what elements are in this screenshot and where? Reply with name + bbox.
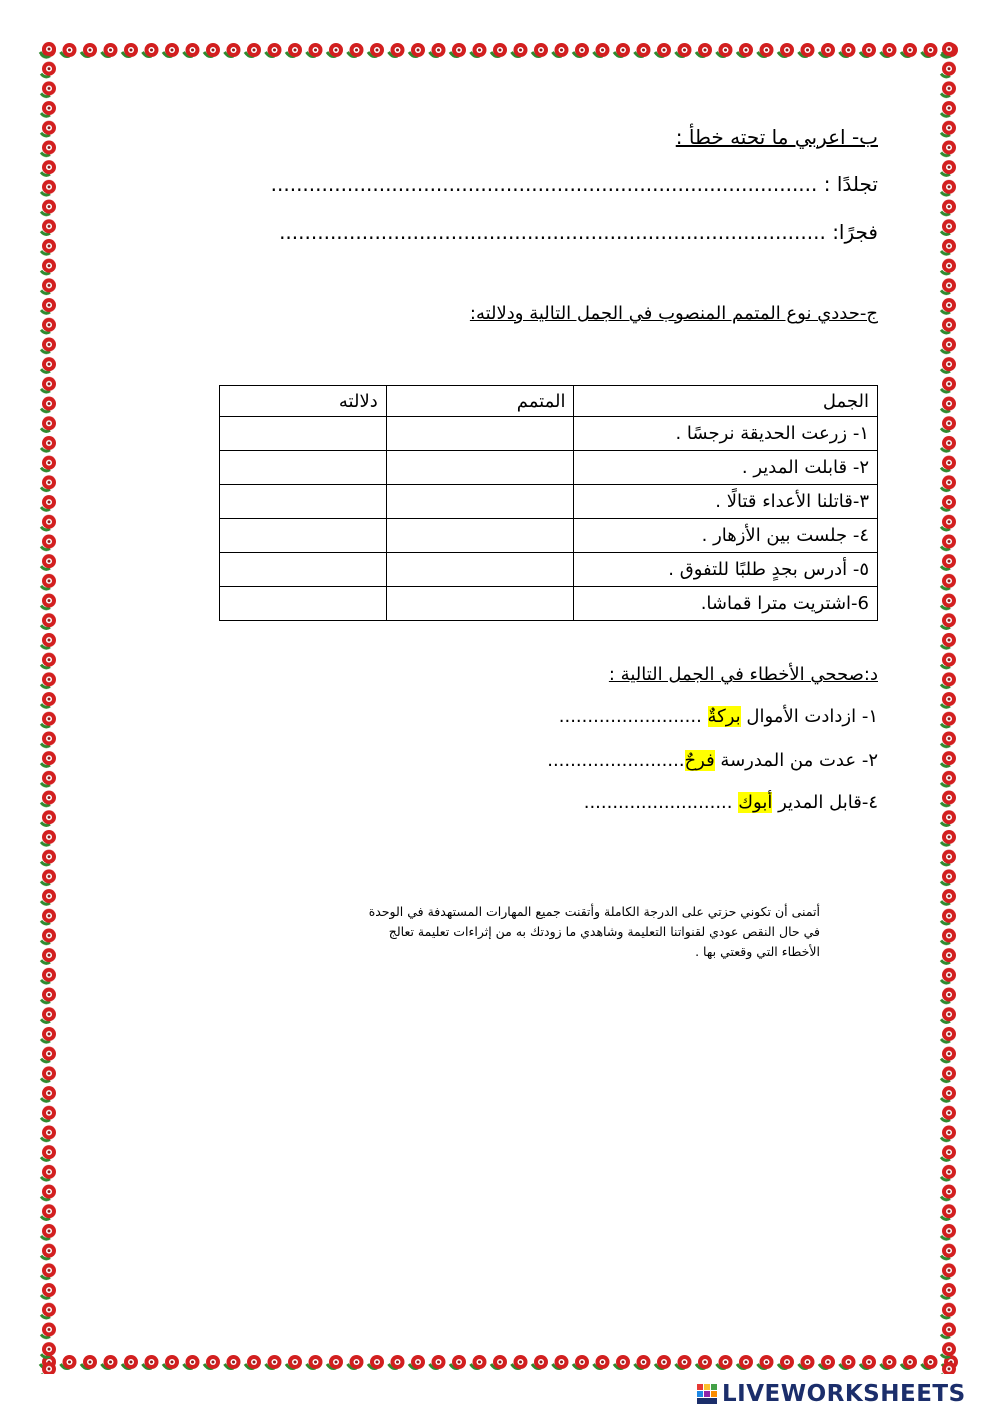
answer-dots[interactable]: ...................................................................................... <box>279 220 826 244</box>
dalala-answer-cell[interactable] <box>220 519 387 553</box>
sentence-cell: ٤- جلست بين الأزهار . <box>574 519 878 553</box>
header-sentences: الجمل <box>574 386 878 417</box>
dalala-answer-cell[interactable] <box>220 485 387 519</box>
sentence-cell: ٣-قاتلنا الأعداء قتالًا . <box>574 485 878 519</box>
sentence-text: ٢- عدت من المدرسة <box>714 750 878 771</box>
section-d-title: د:صححي الأخطاء في الجمل التالية : <box>608 664 878 685</box>
dalala-answer-cell[interactable] <box>220 587 387 621</box>
logo-text: LIVEWORKSHEETS <box>722 1381 966 1407</box>
section-b-title: ب- اعربي ما تحته خطأ : <box>675 125 878 149</box>
sentence-cell: ١- زرعت الحديقة نرجسًا . <box>574 417 878 451</box>
mutammim-table <box>219 385 878 621</box>
section-c-title: ج-حددي نوع المتمم المنصوب في الجمل التالية ودلالته: <box>469 303 878 324</box>
sentence-text: ١- ازدادت الأموال <box>740 706 878 727</box>
correction-line-3 <box>584 792 878 813</box>
decorative-border-left <box>38 40 60 1374</box>
table-row <box>220 553 878 587</box>
mutammim-answer-cell[interactable] <box>386 485 574 519</box>
dalala-answer-cell[interactable] <box>220 553 387 587</box>
mutammim-answer-cell[interactable] <box>386 553 574 587</box>
sentence-cell: ٢- قابلت المدير . <box>574 451 878 485</box>
mutammim-answer-cell[interactable] <box>386 417 574 451</box>
decorative-border-top <box>38 40 960 62</box>
closing-note <box>300 902 820 962</box>
sentence-cell: 6-اشتريت مترا قماشا. <box>574 587 878 621</box>
correction-line-1 <box>559 706 878 727</box>
answer-dots[interactable]: ......................... <box>558 706 708 727</box>
answer-dots[interactable]: ...................................................................................... <box>270 172 818 196</box>
decorative-border-right <box>938 40 960 1374</box>
note-line: الأخطاء التي وقعتي بها . <box>695 944 820 959</box>
section-b-line-2 <box>279 220 878 244</box>
section-b-line-1 <box>271 172 878 196</box>
highlighted-error-word: بركةٌ <box>707 706 741 727</box>
header-dalala: دلالته <box>220 386 387 417</box>
answer-dots[interactable]: ........................ <box>547 750 685 771</box>
parse-word: تجلدًا : <box>823 172 878 196</box>
logo-mark-icon <box>696 1383 718 1405</box>
table-header-row <box>220 386 878 417</box>
table-row <box>220 417 878 451</box>
header-mutammim: المتمم <box>386 386 574 417</box>
correction-line-2 <box>547 750 878 771</box>
table-row <box>220 485 878 519</box>
highlighted-error-word: فرحٌ <box>684 750 715 771</box>
dalala-answer-cell[interactable] <box>220 417 387 451</box>
highlighted-error-word: أبوك <box>738 792 773 813</box>
liveworksheets-logo[interactable] <box>696 1380 966 1408</box>
table-row <box>220 587 878 621</box>
note-line: في حال النقص عودي لقنواتنا التعليمة وشاهدي ما زودتك به من إثراءات تعليمة تعالج <box>388 924 820 939</box>
sentence-text: ٤-قابل المدير <box>772 792 878 813</box>
parse-word: فجرًا: <box>832 220 878 244</box>
note-line: أتمنى أن تكوني حزتي على الدرجة الكاملة وأتقنت جميع المهارات المستهدفة في الوحدة <box>368 904 820 919</box>
mutammim-answer-cell[interactable] <box>386 451 574 485</box>
table-row <box>220 451 878 485</box>
table-row <box>220 519 878 553</box>
dalala-answer-cell[interactable] <box>220 451 387 485</box>
answer-dots[interactable]: .......................... <box>583 792 739 813</box>
sentence-cell: ٥- أدرس بجدٍ طلبًا للتفوق . <box>574 553 878 587</box>
mutammim-answer-cell[interactable] <box>386 519 574 553</box>
decorative-border-bottom <box>38 1352 960 1374</box>
mutammim-answer-cell[interactable] <box>386 587 574 621</box>
